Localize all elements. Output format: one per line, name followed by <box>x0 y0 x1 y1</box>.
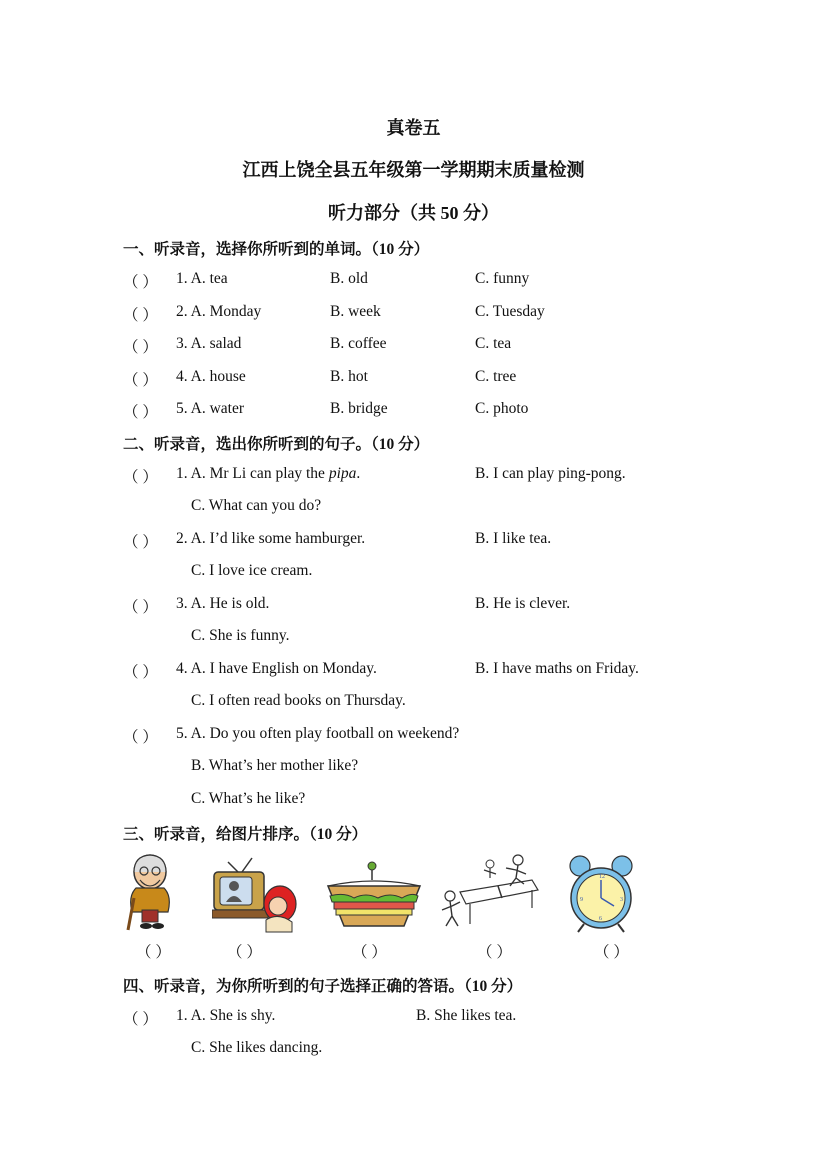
answer-blank[interactable]: （ ） <box>123 469 158 486</box>
exam-title: 真卷五 <box>386 118 441 138</box>
answer-blank[interactable]: （ ） <box>123 534 158 551</box>
answer-blank[interactable]: （ ） <box>594 944 629 961</box>
part2-heading: 二、听录音，选出你所听到的句子。（10 分） <box>123 436 430 453</box>
answer-blank[interactable]: （ ） <box>123 372 158 389</box>
part1-heading: 一、听录音，选择你所听到的单词。（10 分） <box>123 241 430 258</box>
answer-blank[interactable]: （ ） <box>123 274 158 291</box>
answer-blank[interactable]: （ ） <box>123 729 158 746</box>
answer-blank[interactable]: （ ） <box>136 944 171 961</box>
tv-girl-picture <box>212 852 298 934</box>
answer-blank[interactable]: （ ） <box>123 664 158 681</box>
answer-blank[interactable]: （ ） <box>123 307 158 324</box>
alarm-clock-picture <box>566 852 636 934</box>
answer-blank[interactable]: （ ） <box>227 944 262 961</box>
listening-section-title: 听力部分（共 50 分） <box>328 203 499 223</box>
answer-blank[interactable]: （ ） <box>123 1011 158 1028</box>
svg-text:12: 12 <box>599 874 605 880</box>
exam-subtitle: 江西上饶全县五年级第一学期期末质量检测 <box>242 160 585 180</box>
svg-text:9: 9 <box>580 897 583 903</box>
old-man-picture <box>120 852 182 932</box>
answer-blank[interactable]: （ ） <box>123 599 158 616</box>
svg-text:6: 6 <box>599 916 602 922</box>
part4-heading: 四、听录音，为你所听到的句子选择正确的答语。（10 分） <box>123 978 523 995</box>
sandwich-picture <box>324 852 424 932</box>
exam-page: 真卷五 江西上饶全县五年级第一学期期末质量检测 听力部分（共 50 分） 一、听录音，选择你所听到的单词。（10 分） （ ） 1. A. tea B. old C. funny （ ） 2. A. Monday B. week C. Tuesday （ ） 3. A. salad B. coffee C. tea （ ） 4. A. house B. hot C. tree （ ） 5. A. water B. bridge C. photo 二、听录音，选出你所听到的句子。（10 分） （ ） 1. A. Mr Li can play the pipa. B. I can play ping-pong. C. What can you do? （ ） 2. A. I’d like some hamburger. B. I like tea. C. I love ice cream. （ ） 3. A. He is old. B. He is clever. C. She is funny. （ ） 4. A. I have English on Monday. B. I have maths on Friday. C. I often read books on Thursday. （ ） 5. A. Do you often play football on weekend? B. What’s her mother like? C. What’s he like? 三、听录音，给图片排序。（10 分） 12 3 6 9 （ ） （ ） （ ） （ ） （ ） 四、听录音，为你所听到的句子选择正确的答语。（10 分） （ ） 1. A. She is shy. B. She likes tea. C. She likes dancing. <box>0 0 827 1169</box>
answer-blank[interactable]: （ ） <box>123 404 158 421</box>
ping-pong-picture <box>440 852 540 932</box>
svg-text:3: 3 <box>620 897 623 903</box>
answer-blank[interactable]: （ ） <box>477 944 512 961</box>
answer-blank[interactable]: （ ） <box>352 944 387 961</box>
answer-blank[interactable]: （ ） <box>123 339 158 356</box>
part3-heading: 三、听录音，给图片排序。（10 分） <box>123 826 368 843</box>
